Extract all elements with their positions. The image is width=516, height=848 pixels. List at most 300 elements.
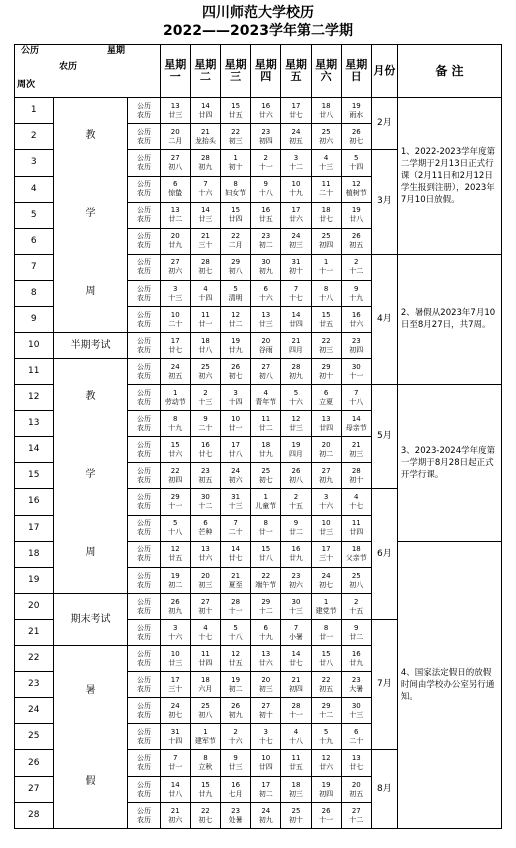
lunar-date: 六月: [198, 684, 213, 693]
lunar-date: 廿四: [349, 528, 364, 537]
lunar-date: 初七: [198, 815, 213, 824]
row-labels: [128, 620, 160, 646]
lunar-label: 农历: [137, 736, 152, 745]
solar-date: 18: [351, 545, 361, 554]
row-labels: [128, 568, 160, 594]
lunar-date: 廿三: [258, 319, 273, 328]
lunar-date: 初八: [228, 267, 243, 276]
week-row: [15, 98, 502, 124]
solar-date: 13: [200, 545, 210, 554]
solar-label: 公历: [137, 780, 152, 789]
lunar-date: 初四: [168, 475, 183, 484]
lunar-date: 廿九: [258, 449, 273, 458]
lunar-date: 廿一: [319, 632, 334, 641]
lunar-date: 二十: [168, 319, 183, 328]
lunar-date: 三十: [168, 684, 183, 693]
week-number: 3: [15, 150, 54, 177]
row-labels: [128, 124, 160, 150]
solar-date: 5: [173, 519, 178, 528]
day-cell: [221, 202, 251, 228]
row-labels: [128, 672, 160, 698]
solar-date: 25: [291, 806, 301, 815]
day-cell: [160, 202, 190, 228]
lunar-date: 廿一: [168, 763, 183, 771]
lunar-date: 谷雨: [258, 345, 273, 354]
lunar-date: 十七: [258, 736, 273, 745]
lunar-label: 农历: [137, 632, 152, 641]
lunar-label: 农历: [137, 371, 152, 380]
solar-date: 20: [261, 336, 271, 345]
day-cell: [251, 463, 281, 489]
day-cell: [311, 98, 341, 124]
lunar-date: 三十: [198, 241, 213, 249]
week-number: 22: [15, 646, 54, 672]
lunar-date: 初四: [349, 345, 364, 354]
week-number: 24: [15, 698, 54, 724]
day-cell: [311, 541, 341, 567]
solar-date: 21: [351, 440, 361, 449]
solar-date: 9: [354, 623, 359, 632]
solar-date: 24: [321, 571, 331, 580]
day-cell: [251, 254, 281, 281]
lunar-date: 初六: [198, 371, 213, 380]
solar-date: 20: [200, 571, 210, 580]
solar-label: 公历: [137, 336, 152, 345]
solar-date: 2: [203, 388, 208, 397]
row-labels: [128, 333, 160, 359]
solar-date: 16: [351, 649, 361, 658]
lunar-date: 初三: [349, 449, 364, 458]
lunar-date: 十六: [288, 397, 303, 406]
lunar-label: 农历: [137, 554, 152, 563]
solar-date: 4: [323, 153, 329, 162]
day-cell: [221, 750, 251, 777]
solar-date: 25: [261, 466, 271, 475]
lunar-date: 十八: [349, 397, 364, 406]
day-cell: [221, 359, 251, 385]
solar-date: 10: [170, 310, 180, 319]
solar-date: 9: [233, 754, 238, 762]
row-labels: [128, 724, 160, 750]
day-cell: [251, 594, 281, 620]
day-cell: [251, 515, 281, 541]
day-cell: [190, 150, 220, 177]
solar-date: 10: [261, 754, 271, 762]
day-cell: [311, 724, 341, 750]
lunar-label: 农历: [137, 319, 152, 328]
week-number: 8: [15, 281, 54, 307]
lunar-date: 初十: [288, 815, 303, 824]
lunar-date: 廿七: [168, 345, 183, 354]
row-labels: [128, 777, 160, 803]
day-cell: [341, 777, 371, 803]
solar-date: 1: [173, 388, 178, 397]
row-labels: [128, 437, 160, 463]
day-cell: [311, 176, 341, 202]
row-labels: [128, 176, 160, 202]
header-day: 星期四: [251, 45, 281, 98]
day-cell: [281, 411, 311, 437]
solar-date: 26: [321, 806, 331, 815]
lunar-date: 十一: [319, 267, 334, 276]
lunar-date: 二十: [349, 736, 364, 745]
solar-date: 16: [231, 780, 241, 789]
lunar-date: 初十: [198, 606, 213, 615]
solar-date: 24: [261, 806, 271, 815]
day-cell: [341, 385, 371, 411]
stage-char: 学: [85, 469, 96, 480]
day-cell: [341, 541, 371, 567]
lunar-date: 初九: [258, 815, 273, 824]
lunar-date: 十三: [349, 710, 364, 719]
lunar-date: 三十: [319, 554, 334, 563]
solar-date: 29: [170, 492, 180, 501]
lunar-label: 农历: [137, 293, 152, 302]
solar-date: 14: [231, 545, 241, 554]
day-cell: [190, 98, 220, 124]
day-cell: [221, 98, 251, 124]
note-cell: [397, 541, 501, 828]
solar-date: 2: [263, 153, 268, 162]
solar-date: 18: [321, 101, 331, 110]
lunar-date: 初二: [168, 580, 183, 589]
day-cell: [341, 150, 371, 177]
lunar-date: 清明: [228, 293, 243, 302]
solar-date: 3: [233, 388, 238, 397]
solar-date: 25: [200, 701, 210, 710]
day-cell: [190, 437, 220, 463]
day-cell: [251, 489, 281, 515]
lunar-date: 初二: [258, 789, 273, 798]
day-cell: [160, 803, 190, 829]
row-labels: [128, 359, 160, 385]
lunar-date: 十二: [258, 606, 273, 615]
solar-date: 14: [291, 310, 301, 319]
solar-date: 25: [321, 232, 331, 240]
day-cell: [341, 803, 371, 829]
day-cell: [160, 411, 190, 437]
solar-date: 31: [170, 727, 180, 736]
lunar-date: 廿四: [319, 423, 334, 432]
solar-date: 21: [200, 127, 210, 136]
solar-date: 24: [231, 466, 241, 475]
lunar-date: 父亲节: [345, 554, 367, 563]
lunar-label: 农历: [137, 684, 152, 693]
solar-label: 公历: [137, 492, 152, 501]
solar-date: 8: [173, 414, 178, 423]
solar-date: 27: [261, 362, 271, 371]
day-cell: [341, 568, 371, 594]
lunar-date: 初七: [258, 475, 273, 484]
solar-date: 1: [263, 492, 268, 501]
day-cell: [221, 515, 251, 541]
day-cell: [311, 385, 341, 411]
day-cell: [190, 176, 220, 202]
solar-label: 公历: [137, 466, 152, 475]
lunar-date: 初八: [168, 162, 183, 171]
lunar-date: 十六: [258, 293, 273, 302]
day-cell: [341, 698, 371, 724]
stage-cell: [53, 98, 128, 333]
lunar-date: 十九: [288, 189, 303, 197]
week-number: 28: [15, 803, 54, 829]
day-cell: [190, 698, 220, 724]
solar-date: 16: [200, 440, 210, 449]
solar-date: 26: [231, 701, 241, 710]
note-cell: [397, 385, 501, 542]
lunar-date: 初三: [288, 241, 303, 249]
solar-date: 5: [354, 153, 359, 162]
stage-char: 教: [85, 130, 96, 141]
solar-date: 13: [261, 310, 271, 319]
lunar-date: 青年节: [255, 397, 277, 406]
day-cell: [221, 254, 251, 281]
day-cell: [311, 489, 341, 515]
row-labels: [128, 489, 160, 515]
solar-date: 15: [231, 206, 241, 214]
day-cell: [190, 515, 220, 541]
solar-date: 14: [351, 414, 361, 423]
lunar-date: 廿九: [198, 789, 213, 798]
lunar-date: 廿三: [288, 423, 303, 432]
solar-date: 15: [261, 545, 271, 554]
lunar-date: 十一: [319, 815, 334, 824]
solar-date: 23: [261, 232, 271, 240]
month-cell: 3月: [371, 150, 397, 255]
lunar-date: 十四: [198, 293, 213, 302]
day-cell: [311, 333, 341, 359]
day-cell: [341, 254, 371, 281]
solar-date: 23: [351, 675, 361, 684]
week-number: 10: [15, 333, 54, 359]
lunar-date: 廿二: [288, 528, 303, 537]
lunar-date: 十四: [168, 736, 183, 745]
stage-char: 假: [85, 776, 96, 787]
lunar-date: 十三: [288, 606, 303, 615]
lunar-label: 农历: [137, 241, 152, 249]
day-cell: [311, 124, 341, 150]
row-labels: [128, 515, 160, 541]
lunar-date: 廿九: [228, 345, 243, 354]
solar-date: 29: [321, 362, 331, 371]
solar-date: 17: [170, 675, 180, 684]
lunar-date: 初八: [349, 580, 364, 589]
header-lunar-label: 农历: [59, 62, 78, 72]
solar-date: 26: [170, 597, 180, 606]
day-cell: [160, 385, 190, 411]
solar-date: 29: [231, 258, 241, 267]
day-cell: [251, 385, 281, 411]
week-number: 5: [15, 202, 54, 228]
solar-date: 3: [323, 492, 329, 501]
solar-date: 16: [261, 101, 271, 110]
week-number: 11: [15, 359, 54, 385]
solar-date: 2: [293, 492, 299, 501]
solar-date: 25: [200, 362, 210, 371]
row-labels: [128, 463, 160, 489]
day-cell: [281, 698, 311, 724]
lunar-date: 二月: [228, 241, 243, 249]
day-cell: [341, 124, 371, 150]
lunar-label: 农历: [137, 267, 152, 276]
row-labels: [128, 228, 160, 254]
lunar-date: 十一: [258, 162, 273, 171]
solar-label: 公历: [137, 571, 152, 580]
lunar-date: 十九: [319, 736, 334, 745]
lunar-label: 农历: [137, 136, 152, 145]
day-cell: [281, 359, 311, 385]
solar-date: 30: [200, 492, 210, 501]
day-cell: [341, 202, 371, 228]
solar-date: 5: [293, 388, 299, 397]
lunar-date: 初十: [319, 371, 334, 380]
lunar-date: 初九: [198, 162, 213, 171]
lunar-date: 廿一: [198, 319, 213, 328]
week-number: 19: [15, 568, 54, 594]
week-number: 6: [15, 228, 54, 254]
day-cell: [221, 594, 251, 620]
day-cell: [221, 620, 251, 646]
day-cell: [341, 359, 371, 385]
solar-date: 23: [261, 127, 271, 136]
day-cell: [221, 281, 251, 307]
lunar-date: 十一: [168, 501, 183, 510]
solar-date: 15: [200, 780, 210, 789]
lunar-date: 初九: [319, 475, 334, 484]
lunar-label: 农历: [137, 789, 152, 798]
lunar-date: 廿五: [228, 110, 243, 119]
solar-date: 20: [321, 440, 331, 449]
solar-date: 18: [261, 440, 271, 449]
week-number: 15: [15, 463, 54, 489]
solar-date: 3: [263, 727, 268, 736]
solar-date: 23: [231, 806, 241, 815]
lunar-date: 廿一: [258, 528, 273, 537]
month-cell: 2月: [371, 98, 397, 150]
solar-date: 11: [291, 754, 301, 762]
day-cell: [160, 463, 190, 489]
lunar-label: 农历: [137, 397, 152, 406]
lunar-date: 初三: [288, 789, 303, 798]
day-cell: [311, 281, 341, 307]
day-cell: [341, 437, 371, 463]
lunar-date: 廿五: [288, 763, 303, 771]
solar-date: 7: [293, 623, 299, 632]
lunar-date: 龙抬头: [194, 136, 216, 145]
lunar-date: 初十: [258, 710, 273, 719]
row-labels: [128, 646, 160, 672]
day-cell: [160, 646, 190, 672]
day-cell: [160, 777, 190, 803]
lunar-label: 农历: [137, 215, 152, 223]
solar-date: 21: [170, 806, 180, 815]
day-cell: [221, 672, 251, 698]
lunar-date: 廿七: [288, 658, 303, 667]
day-cell: [281, 176, 311, 202]
day-cell: [311, 750, 341, 777]
day-cell: [160, 489, 190, 515]
lunar-date: 小暑: [288, 632, 303, 641]
day-cell: [311, 672, 341, 698]
day-cell: [281, 515, 311, 541]
solar-label: 公历: [137, 675, 152, 684]
lunar-date: 二十: [198, 423, 213, 432]
solar-date: 19: [291, 440, 301, 449]
solar-date: 3: [173, 623, 178, 632]
solar-label: 公历: [137, 545, 152, 554]
day-cell: [221, 777, 251, 803]
lunar-label: 农历: [137, 580, 152, 589]
lunar-date: 廿三: [319, 528, 334, 537]
day-cell: [251, 202, 281, 228]
day-cell: [311, 411, 341, 437]
lunar-date: 廿八: [258, 554, 273, 563]
lunar-date: 初九: [168, 606, 183, 615]
day-cell: [311, 620, 341, 646]
solar-date: 30: [351, 362, 361, 371]
row-labels: [128, 385, 160, 411]
lunar-date: 廿二: [258, 423, 273, 432]
day-cell: [341, 463, 371, 489]
solar-date: 13: [351, 754, 361, 762]
day-cell: [190, 594, 220, 620]
week-number: 25: [15, 724, 54, 750]
day-cell: [311, 646, 341, 672]
header-diagonal-cell: [15, 45, 161, 98]
solar-date: 5: [233, 284, 238, 293]
lunar-date: 十二: [288, 162, 303, 171]
lunar-date: 十三: [319, 162, 334, 171]
lunar-date: 初二: [319, 449, 334, 458]
day-cell: [341, 307, 371, 333]
note-text: 1、2022-2023学年度第二学期于2月13日正式行课（2月11日和2月12日学生报到注册），2023年7月10日放假。: [400, 146, 496, 205]
solar-label: 公历: [137, 414, 152, 423]
solar-label: 公历: [137, 388, 152, 397]
lunar-label: 农历: [137, 345, 152, 354]
day-cell: [281, 803, 311, 829]
lunar-date: 初六: [168, 267, 183, 276]
solar-date: 8: [233, 180, 238, 188]
solar-date: 27: [170, 153, 180, 162]
solar-date: 12: [351, 180, 361, 188]
solar-date: 18: [291, 780, 301, 789]
lunar-date: 十一: [288, 710, 303, 719]
day-cell: [281, 594, 311, 620]
lunar-date: 十九: [258, 632, 273, 641]
solar-date: 7: [233, 519, 238, 528]
note-cell: [397, 98, 501, 255]
solar-date: 13: [321, 414, 331, 423]
lunar-date: 初九: [228, 710, 243, 719]
solar-date: 17: [261, 780, 271, 789]
solar-date: 16: [351, 310, 361, 319]
solar-label: 公历: [137, 754, 152, 762]
day-cell: [190, 724, 220, 750]
day-cell: [190, 463, 220, 489]
solar-date: 11: [200, 310, 210, 319]
day-cell: [160, 541, 190, 567]
day-cell: [251, 620, 281, 646]
lunar-date: 廿四: [288, 319, 303, 328]
lunar-date: 初九: [288, 371, 303, 380]
day-cell: [190, 359, 220, 385]
row-labels: [128, 98, 160, 124]
solar-label: 公历: [137, 597, 152, 606]
solar-date: 19: [231, 675, 241, 684]
day-cell: [281, 124, 311, 150]
solar-date: 23: [351, 336, 361, 345]
lunar-date: 廿二: [349, 632, 364, 641]
